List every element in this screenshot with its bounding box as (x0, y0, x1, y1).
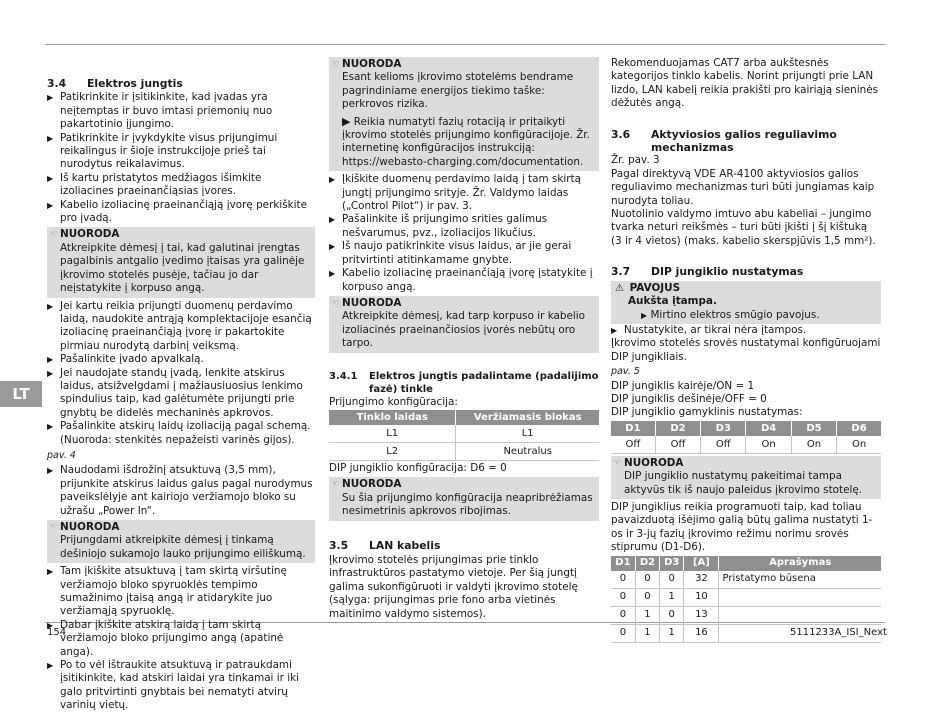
table-cell (719, 606, 881, 624)
paragraph: Pagal direktyvą VDE AR-4100 aktyviosios galios reguliavimo mechanizmas turi būti jungiamas kaip nurodyta toliau. (611, 167, 875, 207)
figure-caption: pav. 5 (611, 366, 640, 378)
config-label: Prijungimo konfigūracija: (329, 395, 458, 408)
table-cell: On (791, 436, 836, 454)
table-header: Aprašymas (719, 556, 881, 571)
page-number: 154 (47, 627, 67, 638)
danger-subtitle: Aukšta įtampa. (628, 295, 717, 308)
table-cell: On (837, 436, 881, 454)
note-instruction: Reikia numatyti fazių rotaciją ir pritaikyti įkrovimo stotelės prijungimo konfigūracijoje. Žr. internetinę konfigūracijos instrukciją: https://webasto-charging.com/documentation. (342, 115, 590, 168)
section-number: 3.7 (611, 265, 631, 279)
danger-header (615, 282, 877, 295)
danger-item-text: Mirtino elektros smūgio pavojus. (650, 308, 820, 321)
list-item: ▶ Nustatykite, ar tikrai nėra įtampos. (611, 324, 881, 337)
table-cell: 13 (684, 606, 719, 624)
table-cell: 0 (611, 606, 635, 624)
note-title: ☜ NUORODA (60, 521, 311, 534)
note-box (329, 296, 599, 353)
table-header: D3 (701, 421, 746, 436)
table-header: D1 (611, 421, 655, 436)
note-box (47, 520, 315, 563)
table-cell (719, 624, 881, 642)
table-cell: 16 (684, 624, 719, 642)
table-cell: 1 (660, 624, 684, 642)
lan-paragraph: Rekomenduojamas CAT7 arba aukštesnės kategorijos tinklo kabelis. Norint prijungti prie LAN lizdo, LAN kabelį reikia prakišti pro kairiąją sieninės dėžutės angą. (611, 57, 879, 110)
figure-reference: Žr. pav. 3 (611, 154, 660, 167)
paragraph: DIP jungiklis dešinėje/OFF = 0 (611, 392, 767, 405)
list-item: ▶ Patikrinkite ir įvykdykite visus prijungimui reikalingus ir šioje instrukcijoje prieš tai nurodytus reikalavimus. (47, 132, 315, 172)
section-3-7-heading (611, 265, 881, 278)
table-cell: Pristatymo būsena (719, 571, 881, 589)
table-cell: 0 (611, 624, 635, 642)
section-number: 3.4 (47, 77, 67, 90)
list-item: ▶ Jei naudojate standų įvadą, lenkite atskirus laidus, atsižvelgdami į mažiausiuosius lenkimo spindulius taip, kad galėtumėte prijungti prie gnybtų be didelės mechaninės apkrovos. (47, 367, 315, 421)
table-cell: 0 (635, 571, 659, 589)
language-tab: LT (0, 381, 42, 407)
table-header: D2 (635, 556, 659, 571)
lan-paragraph: Įkrovimo stotelės prijungimas prie tinklo infrastruktūros pastatymo vietoje. Per šią jungtį galima sukonfigūruoti ir valdyti įkrovimo stotelę (sąlyga: prijungimas prie fono arba vietinės maitinimo valdymo sistemos). (329, 553, 578, 620)
paragraph: DIP jungiklio gamyklinis nustatymas: (611, 406, 803, 419)
table-cell: L1 (456, 425, 599, 443)
danger-title: PAVOJUS (629, 281, 681, 294)
paragraph: DIP jungiklius reikia programuoti taip, kad toliau pavaizduotą išėjimo galią būtų galima nustatyti 1-os ir 3-jų fazių įkrovimo režimu norimu srovės stiprumu (D1-D6). (611, 500, 873, 554)
connection-table (329, 410, 599, 461)
note-title: ☜ NUORODA (624, 457, 877, 470)
table-header: D3 (660, 556, 684, 571)
section-3-6-heading (611, 128, 881, 155)
section-number: 3.4.1 (329, 370, 358, 382)
section-number: 3.5 (329, 538, 349, 552)
note-text: Atkreipkite dėmesį į tai, kad galutinai įrengtas pagalbinis antgalio įvedimo įtaisas yra galinėje įkrovimo stotelės pusėje, tačiau jo dar neįstatykite į korpuso angą. (60, 241, 305, 295)
note-title: ☜ NUORODA (60, 228, 311, 241)
paragraph: DIP jungiklis kairėje/ON = 1 (611, 379, 755, 392)
paragraph: Nuotolinio valdymo imtuvo abu kabeliai – jungimo tvarka neturi reikšmės – turi būti įkišti į šį kištuką (3 ir 4 vietos) (maks. kabelio skerspjūvis 1,5 mm²). (611, 208, 876, 247)
note-box (329, 477, 599, 520)
note-box (47, 227, 315, 297)
paragraph: Įkrovimo stotelės srovės nustatymai konfigūruojami DIP jungikliais. (611, 337, 881, 363)
table-cell: Off (701, 436, 746, 454)
document-id: 5111233A_ISI_Next (790, 627, 887, 638)
section-title: Elektros jungtis padalintame (padalijimo fazė) tinkle (369, 370, 599, 395)
section-number: 3.6 (611, 127, 631, 141)
section-3-4-heading (47, 77, 315, 90)
note-text: Atkreipkite dėmesį, kad tarp korpuso ir kabelio izoliacinės praeinančiosios įvorės nebūtų oro tarpo. (342, 310, 586, 350)
list-item: ▶ Pašalinkite įvado apvalkalą. (47, 353, 315, 366)
note-text: Esant kelioms įkrovimo stotelėms bendrame pagrindiniame energijos tiekimo taške: perkrovos rizika. (342, 71, 574, 111)
list-item: ▶ Iš naujo patikrinkite visus laidus, ar jie gerai pritvirtinti atitinkamame gnybte. (329, 240, 599, 267)
table-row (329, 442, 599, 460)
table-cell: 10 (684, 588, 719, 606)
table-cell: Off (655, 436, 700, 454)
column-3 (611, 57, 881, 643)
dip-factory-table (611, 421, 881, 454)
note-title: ☜ NUORODA (342, 58, 595, 71)
table-cell: L2 (329, 442, 456, 460)
table-cell: 0 (611, 571, 635, 589)
table-cell: 1 (635, 606, 659, 624)
table-header: [A] (684, 556, 719, 571)
table-cell: 32 (684, 571, 719, 589)
section-title: LAN kabelis (369, 538, 441, 552)
table-row (611, 571, 881, 589)
table-header: D2 (655, 421, 700, 436)
table-cell: 0 (660, 571, 684, 589)
table-cell (719, 588, 881, 606)
table-cell: 0 (660, 606, 684, 624)
list-item: ▶ Kabelio izoliacinę praeinančiąją įvorę įstatykite į korpuso angą. (329, 267, 599, 294)
table-header: Tinklo laidas (329, 410, 456, 425)
section-title: Aktyviosios galios reguliavimo mechanizmas (651, 127, 837, 155)
table-row (611, 436, 881, 454)
warning-triangle-icon: ⚠ (615, 282, 624, 294)
column-1 (47, 77, 315, 713)
table-cell: 0 (635, 588, 659, 606)
note-text: Su šia prijungimo konfigūracija neapribrėžiamas nesimetrinis apkrovos ribojimas. (342, 491, 593, 518)
table-cell: 1 (635, 624, 659, 642)
table-row (329, 425, 599, 443)
dip-current-table (611, 556, 881, 643)
note-text: DIP jungiklio nustatymų pakeitimai tampa aktyvūs tik iš naujo paleidus įkrovimo stotelę. (624, 470, 863, 496)
list-item: ▶ Naudodami išdrožinį atsuktuvą (3,5 mm), prijunkite atskirus laidus galus pagal nurodymus paveikslėlyje ant kairiojo veržiamojo bloko su užrašu „Power In“. (47, 464, 315, 518)
table-row (611, 606, 881, 624)
arrow-right-icon: ▶ (342, 114, 351, 128)
list-item: ▶ Pašalinkite atskirų laidų izoliaciją pagal schemą. (Nuoroda: stenkitės nepažeisti varinės gijos). (47, 420, 315, 447)
list-item: ▶ Iš kartu pristatytos medžiagos išimkite izoliacines praeinančiąsias įvores. (47, 172, 315, 199)
column-2 (329, 57, 599, 621)
note-title: ☜ NUORODA (342, 297, 595, 310)
figure-caption: pav. 4 (47, 449, 76, 461)
list-item: ▶ Po to vėl ištraukite atsuktuvą ir patraukdami įsitikinkite, kad atskiri laidai yra tinkamai ir iki galo pritvirtinti gnybtais bei nematyti atvirų varinių vietų. (47, 659, 315, 713)
list-item: ▶ Pašalinkite iš prijungimo srities galimus nešvarumus, pvz., izoliacijos likučius. (329, 213, 599, 240)
danger-item (615, 309, 877, 322)
note-text (342, 115, 595, 170)
list-item: ▶ Jei kartu reikia prijungti duomenų perdavimo laidą, naudokite antrąją komplektacijoje esančią izoliacinę praeinančiąją įvorę ir pakartokite pirmiau nurodytą darbinį veiksmą. (47, 300, 315, 354)
table-cell: 1 (660, 588, 684, 606)
table-header: D6 (837, 421, 881, 436)
note-text: Prijungdami atkreipkite dėmesį į tinkamą dešiniojo sukamojo lauko prijungimo eiliškumą. (60, 534, 306, 560)
table-row (611, 588, 881, 606)
table-header: D4 (746, 421, 791, 436)
table-header: D5 (791, 421, 836, 436)
danger-box (611, 281, 881, 324)
table-header: D1 (611, 556, 635, 571)
table-header: Veržiamasis blokas (456, 410, 599, 425)
note-title: ☜ NUORODA (342, 478, 595, 491)
note-box (611, 456, 881, 499)
section-3-5-heading (329, 539, 599, 552)
section-title: DIP jungiklio nustatymas (651, 265, 804, 279)
section-title: Elektros jungtis (87, 77, 183, 90)
table-cell: Neutralus (456, 442, 599, 460)
list-item: ▶ Įkiškite duomenų perdavimo laidą į tam skirtą jungtį prijungimo srityje. Žr. Valdymo laidas („Control Pilot“) ir pav. 3. (329, 173, 599, 213)
list-item: ▶ Kabelio izoliacinę praeinančiąją įvorę perkiškite pro įvadą. (47, 199, 315, 226)
list-item: ▶ Patikrinkite ir įsitikinkite, kad įvadas yra neįtemptas ir buvo imtasi priemonių nuo pakartotinio įjungimo. (47, 91, 315, 131)
table-cell: Off (611, 436, 655, 454)
list-item: ▶ Dabar įkiškite atskirą laidą į tam skirtą veržiamojo bloko prijungimo angą (apatinė anga). (47, 619, 315, 659)
top-rule (45, 44, 885, 45)
list-item: ▶ Tam įkiškite atsuktuvą į tam skirtą viršutinę veržiamojo bloko spyruoklės tempimo sumažinimo įtaisą angą ir atidarykite juo veržiamąją spyruoklę. (47, 565, 315, 619)
table-cell: On (746, 436, 791, 454)
dip-config: DIP jungiklio konfigūracija: D6 = 0 (329, 461, 507, 474)
note-box (329, 57, 599, 171)
table-cell: 0 (611, 588, 635, 606)
section-3-4-1-heading (329, 370, 599, 396)
table-cell: L1 (329, 425, 456, 443)
arrow-right-icon: ▶ (641, 310, 648, 320)
table-row (611, 624, 881, 642)
